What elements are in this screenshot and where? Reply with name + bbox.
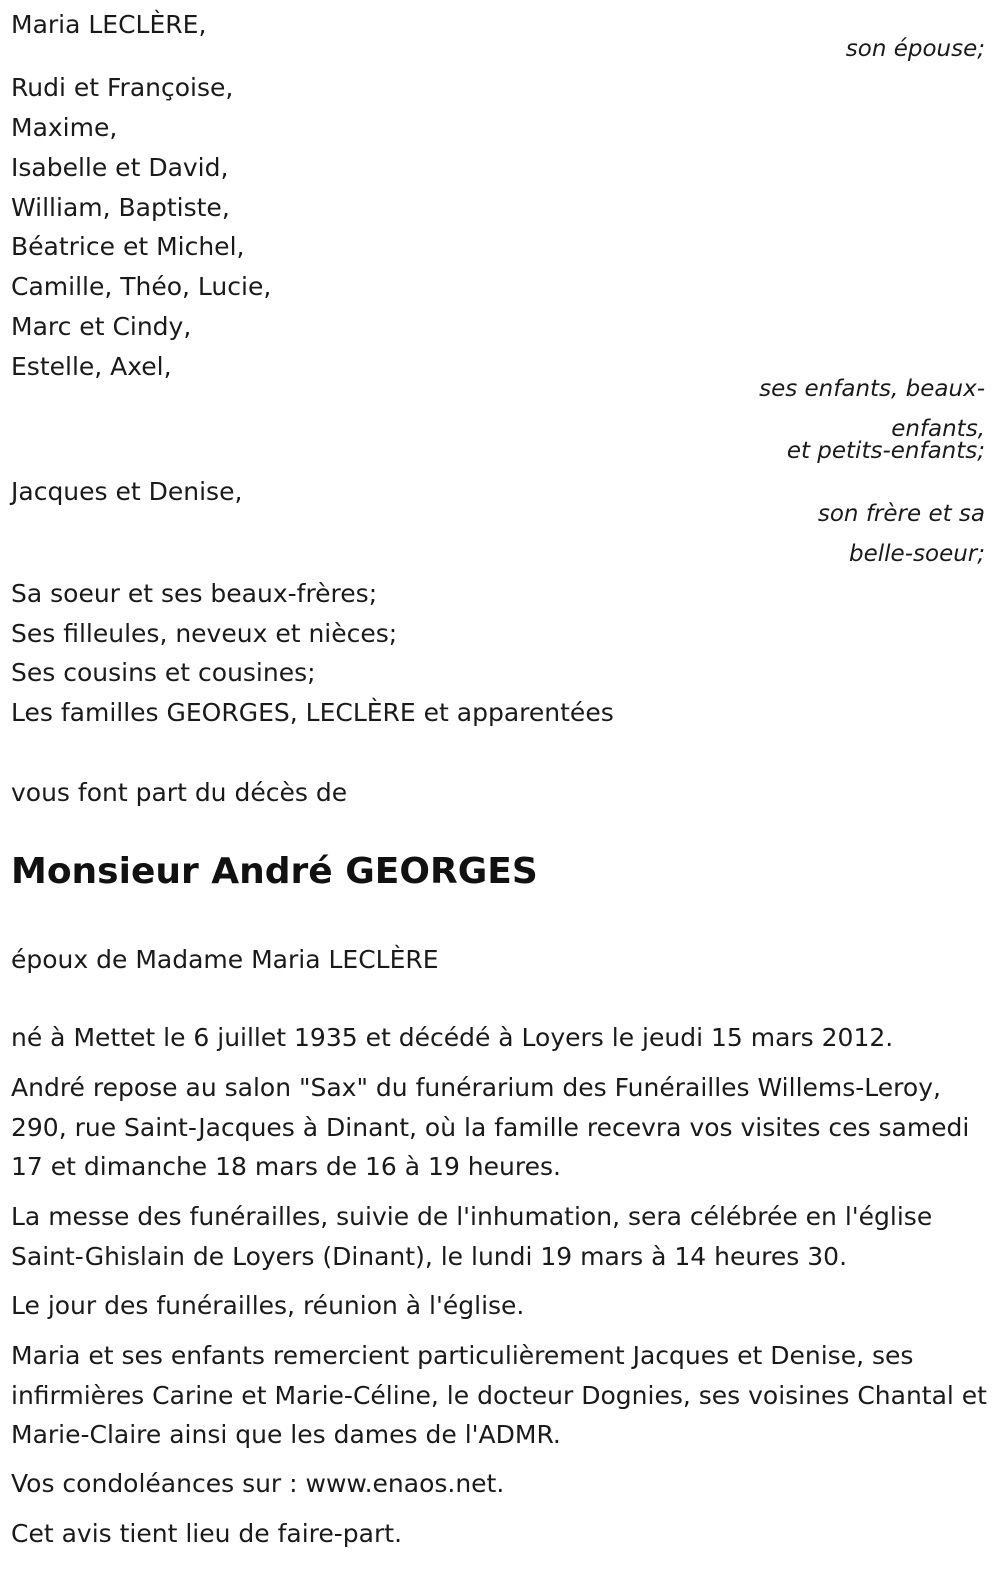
relatives-line: Sa soeur et ses beaux-frères; xyxy=(11,579,378,608)
sibling-relation: belle-soeur; xyxy=(849,541,985,567)
children-relation: et petits-enfants; xyxy=(786,438,985,464)
announcement-text: vous font part du décès de xyxy=(11,778,348,807)
sibling-name: Jacques et Denise, xyxy=(11,477,243,506)
spouse-relation: son épouse; xyxy=(845,36,985,62)
birth-death-paragraph: né à Mettet le 6 juillet 1935 et décédé à Loyers le jeudi 15 mars 2012. xyxy=(11,1023,894,1052)
closing-paragraph: Cet avis tient lieu de faire-part. xyxy=(11,1519,403,1548)
children-line: Rudi et Françoise, xyxy=(11,73,234,102)
children-line: Marc et Cindy, xyxy=(11,312,192,341)
sibling-relation: son frère et sa xyxy=(817,501,985,527)
relatives-line: Les familles GEORGES, LECLÈRE et apparentées xyxy=(11,698,614,727)
condolences-paragraph: Vos condoléances sur : www.enaos.net. xyxy=(11,1469,505,1498)
deceased-name: Monsieur André GEORGES xyxy=(11,851,538,892)
children-line: William, Baptiste, xyxy=(11,193,230,222)
children-line: Maxime, xyxy=(11,113,118,142)
children-relation: enfants, xyxy=(891,416,985,442)
children-line: Béatrice et Michel, xyxy=(11,232,245,261)
spouse-of-text: époux de Madame Maria LECLÈRE xyxy=(11,945,439,974)
children-line: Estelle, Axel, xyxy=(11,352,172,381)
children-line: Isabelle et David, xyxy=(11,153,229,182)
children-line: Camille, Théo, Lucie, xyxy=(11,272,272,301)
visitation-paragraph: André repose au salon "Sax" du funérarium des Funérailles Willems-Leroy, 290, rue Saint-Jacques à Dinant, où la famille recevra vos visites ces samedi 17 et dimanche 18 mars de 16 à 19 heures. xyxy=(11,1073,970,1181)
meeting-paragraph: Le jour des funérailles, réunion à l'église. xyxy=(11,1291,525,1320)
relatives-line: Ses cousins et cousines; xyxy=(11,658,316,687)
relatives-line: Ses filleules, neveux et nièces; xyxy=(11,619,398,648)
thanks-paragraph: Maria et ses enfants remercient particulièrement Jacques et Denise, ses infirmières Carine et Marie-Céline, le docteur Dognies, ses voisines Chantal et Marie-Claire ainsi que les dames de l'ADMR. xyxy=(11,1341,987,1449)
funeral-mass-paragraph: La messe des funérailles, suivie de l'inhumation, sera célébrée en l'église Saint-Ghislain de Loyers (Dinant), le lundi 19 mars à 14 heures 30. xyxy=(11,1202,933,1271)
children-relation: ses enfants, beaux- xyxy=(759,376,985,402)
spouse-name: Maria LECLÈRE, xyxy=(11,10,207,39)
